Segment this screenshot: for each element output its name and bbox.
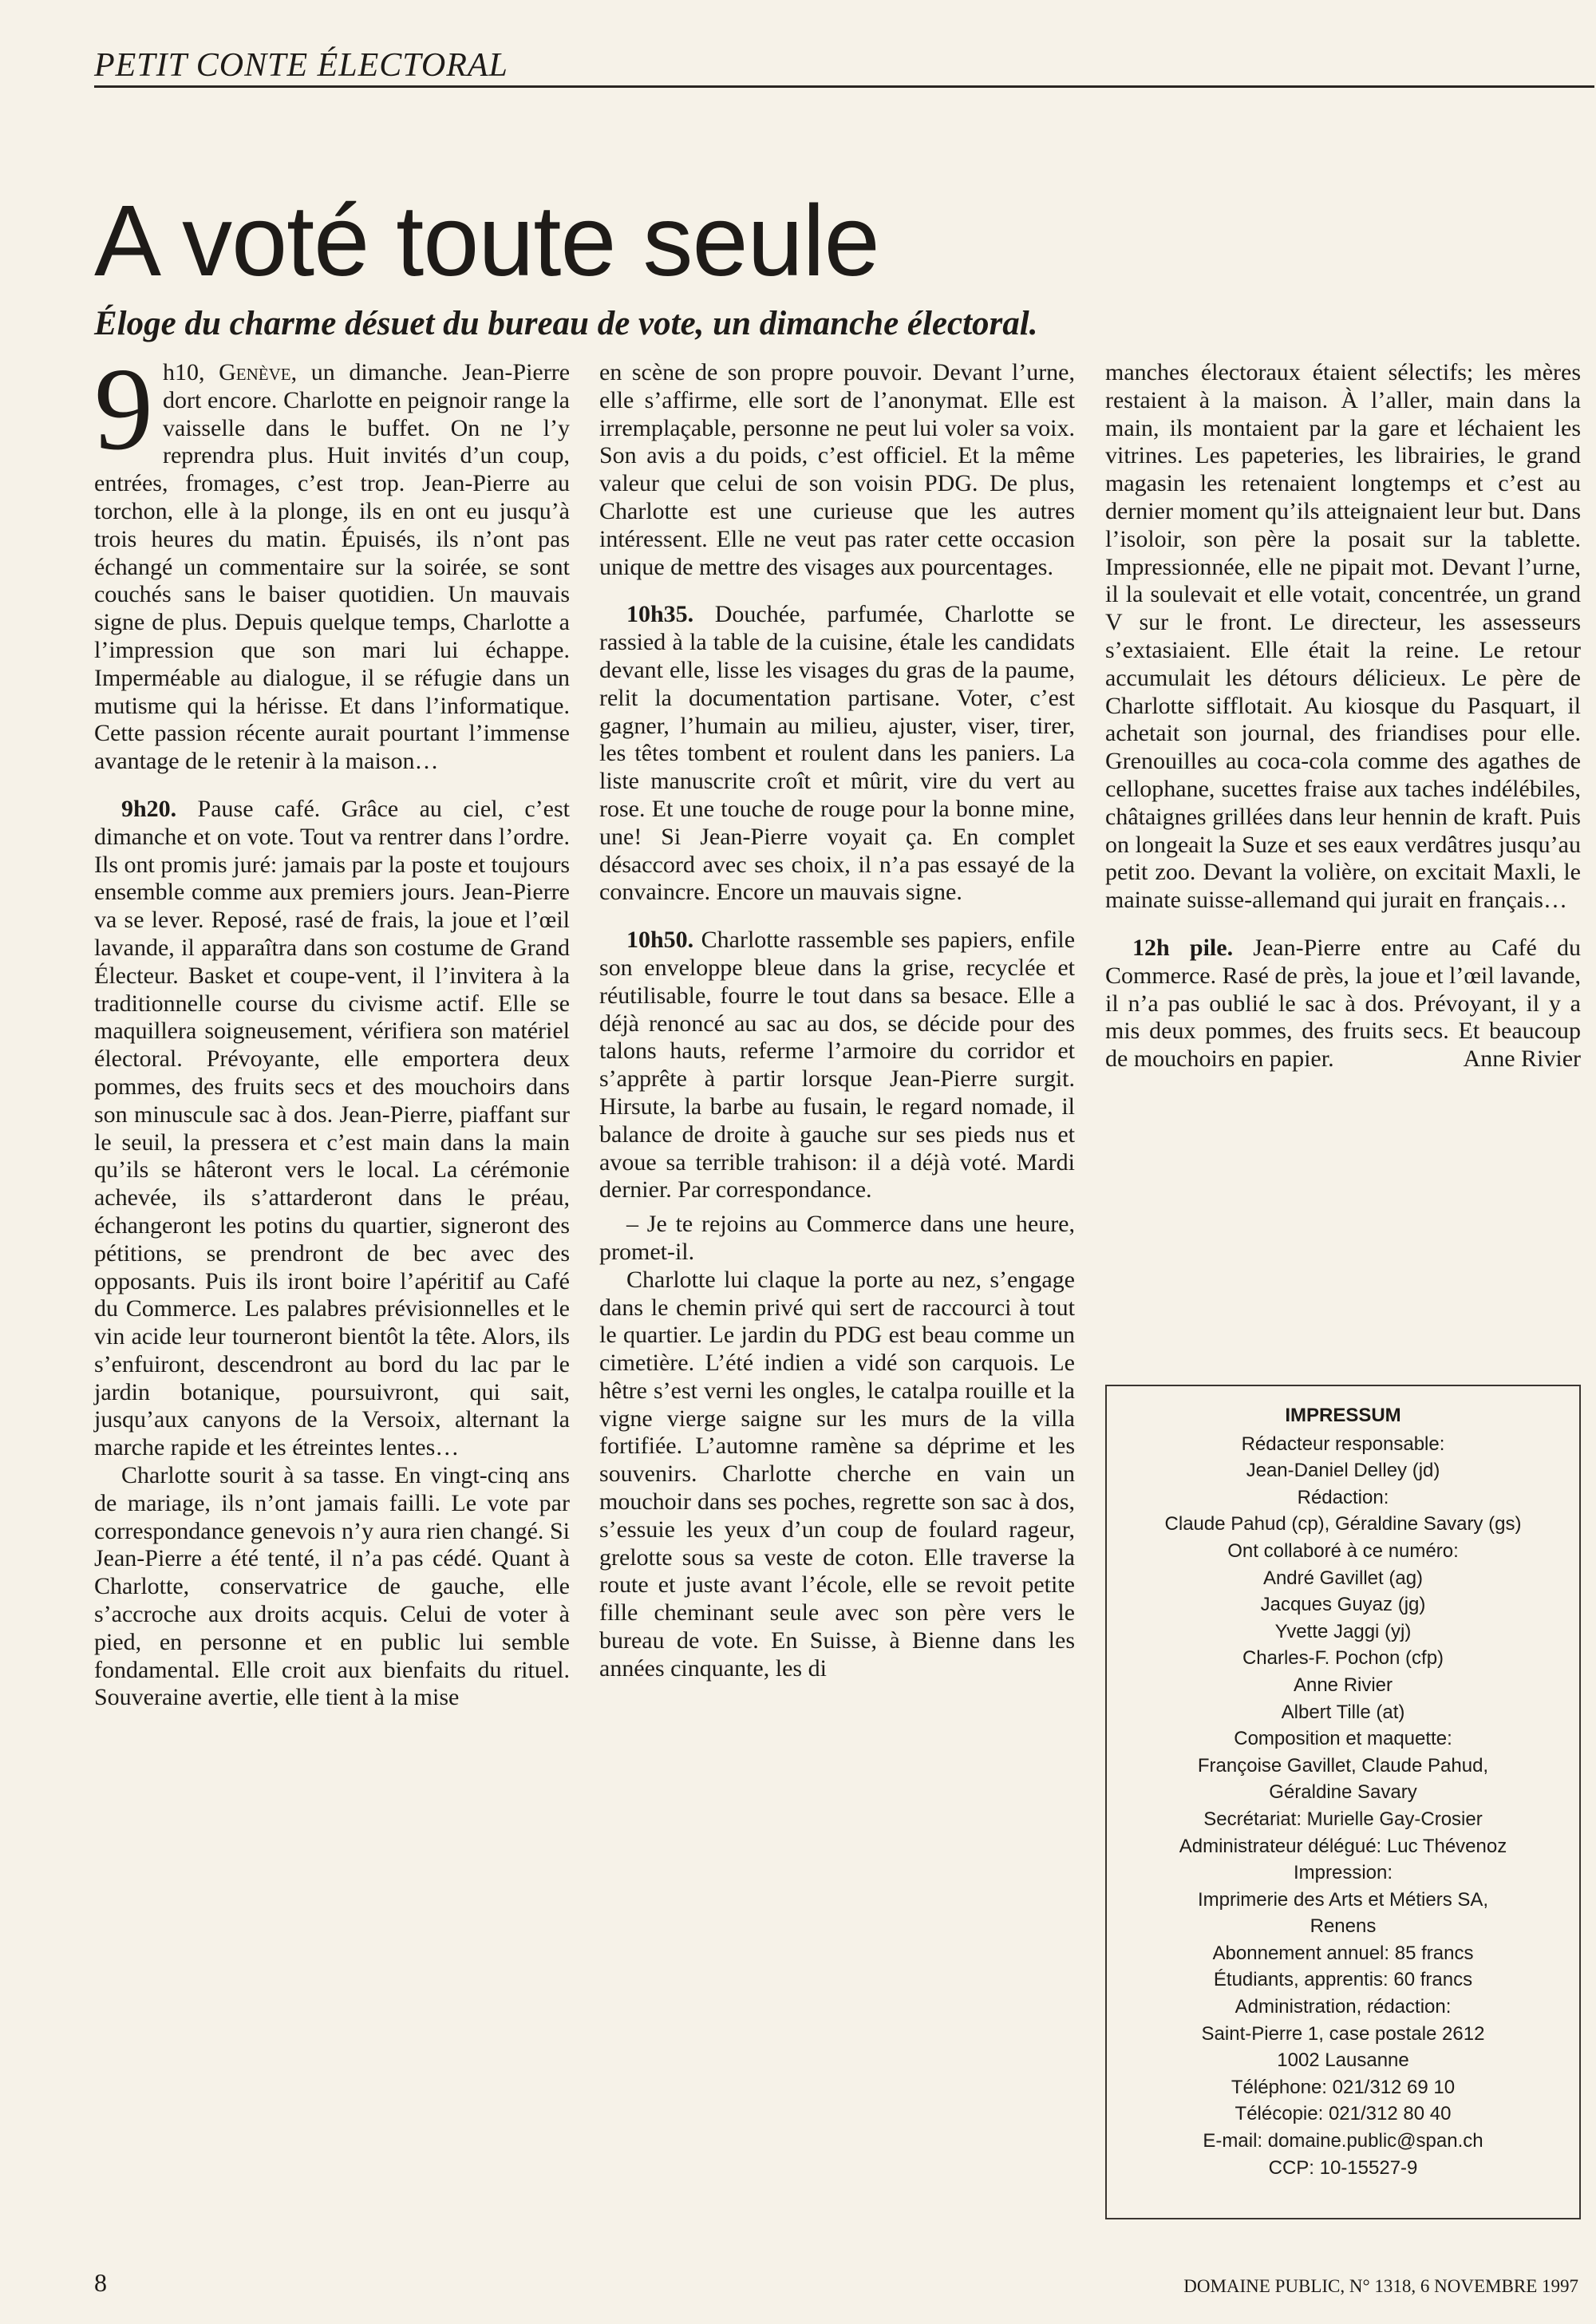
- impressum-line: Renens: [1310, 1915, 1377, 1938]
- impressum-line: André Gavillet (ag): [1262, 1567, 1424, 1589]
- article-column-3: [1105, 359, 1581, 1073]
- impressum-line: Ont collaboré à ce numéro:: [1227, 1539, 1459, 1562]
- impressum-line: Rédacteur responsable:: [1241, 1433, 1445, 1455]
- paragraph-text: Douchée, parfumée, Charlotte se rassied à la table de la cuisine, étale les candidats devant elle, lisse les visages du gras de la paume, relit la documentation partisane. Voter, c’est gagner, l’humain au milieu, ajuster, viser, tirer, les têtes tombent et roulent dans les paniers. La liste manuscrite croît et mûrit, vire du vert au rose. Et une touche de rouge pour la bonne mine, une! Si Jean-Pierre voyait ça. En complet désaccord avec ses choix, il n’a pas essayé de la convaincre. Encore un mauvais signe.: [599, 601, 1075, 906]
- paragraph-opening: [94, 344, 571, 776]
- impressum-line: Composition et maquette:: [1234, 1728, 1452, 1750]
- impressum-line: Administration, rédaction:: [1235, 1996, 1452, 2018]
- impressum-line: Yvette Jaggi (yj): [1274, 1620, 1412, 1642]
- paragraph-text: Jean-Pierre entre au Café du Commerce. Rasé de près, la joue et l’œil lavande, il n’a pas oublié le sac à dos. Prévoyant, il y a mis deux pommes, des fruits secs. Et beaucoup de mouchoirs en papier.: [1105, 934, 1581, 1073]
- impressum-line: Saint-Pierre 1, case postale 2612: [1201, 2022, 1485, 2045]
- time-label: 10h50.: [626, 927, 694, 954]
- article-title: A voté toute seule: [94, 184, 879, 298]
- impressum-line: Jacques Guyaz (jg): [1260, 1594, 1426, 1616]
- paragraph-9h20: [94, 796, 570, 1462]
- article-column-2: [599, 359, 1075, 1683]
- opening-time: h10,: [163, 359, 205, 385]
- impressum-line: Albert Tille (at): [1281, 1701, 1405, 1723]
- paragraph-reflection-continued: en scène de son propre pouvoir. Devant l’urne, elle s’affirme, elle sort de l’anonymat. Elle est irremplaçable, personne ne peut lui voler sa voix. Son avis a du poids, c’est officiel. Et la même valeur que celui de son voisin PDG. De plus, Charlotte est une curieuse que les autres intéressent. Elle ne veut pas rater cette occasion unique de mettre des visages aux pourcentages.: [599, 359, 1075, 580]
- impressum-line: Télécopie: 021/312 80 40: [1235, 2103, 1452, 2125]
- drop-cap: 9: [94, 344, 153, 475]
- time-label: 10h35.: [626, 601, 694, 628]
- paragraph-reflection: Charlotte sourit à sa tasse. En vingt-cinq ans de mariage, ils n’ont jamais failli. Le vote par correspondance genevois n’y aura rien changé. Si Jean-Pierre a été tenté, il n’a pas cédé. Quant à Charlotte, conservatrice de gauche, elle s’accroche aux droits acquis. Celui de voter à pied, en personne et en public lui semble fondamental. Elle croit aux bienfaits du rituel. Souveraine avertie, elle tient à la mise: [94, 1462, 570, 1711]
- opening-text: un dimanche. Jean-Pierre dort encore. Charlotte en peignoir range la vaisselle dans le buffet. On ne l’y reprendra plus. Huit invités d’un coup, entrées, fromages, c’est trop. Jean-Pierre au torchon, elle à la plonge, ils en ont eu jusqu’à trois heures du matin. Épuisés, ils n’ont pas échangé un commentaire sur la soirée, se sont couchés sans le baiser quotidien. Un mauvais signe de plus. Depuis quelque temps, Charlotte a l’impression que son mari lui échappe. Imperméable au dialogue, il se réfugie dans un mutisme qui la hérisse. Et dans l’informatique. Cette passion récente aurait pourtant l’immense avantage de le retenir à la maison…: [94, 359, 571, 775]
- impressum-line: Claude Pahud (cp), Géraldine Savary (gs): [1164, 1513, 1522, 1536]
- impressum-line: Charles-F. Pochon (cfp): [1242, 1647, 1444, 1670]
- impressum-line: Abonnement annuel: 85 francs: [1212, 1942, 1474, 1964]
- impressum-line: E-mail: domaine.public@span.ch: [1203, 2130, 1483, 2152]
- page-number: 8: [94, 2268, 107, 2297]
- section-kicker: PETIT CONTE ÉLECTORAL: [94, 47, 508, 84]
- paragraph-dialog: – Je te rejoins au Commerce dans une heure, promet-il.: [599, 1211, 1075, 1265]
- impressum-box: [1105, 1385, 1581, 2219]
- impressum-line: Rédaction:: [1297, 1486, 1389, 1508]
- paragraph-walk-continued: manches électoraux étaient sélectifs; les mères restaient à la maison. À l’aller, main dans la main, ils montaient par la gare et léchaient les vitrines. Les papeteries, les librairies, le grand magasin les retenaient longtemps et c’est au dernier moment qu’ils atteignaient leur but. Dans l’isoloir, son père la posait sur la tablette. Impressionnée, elle ne pipait mot. Devant l’urne, il la soulevait et elle votait, concentrée, un grand V sur le front. Le directeur, les assesseurs s’extasiaient. Elle était la reine. Le retour accumulait les détours délicieux. Le père de Charlotte sifflotait. Au kiosque du Pasquart, il achetait son journal, des friandises pour elle. Grenouilles au coca-cola comme des agathes de cellophane, sucettes fraise aux taches indélébiles, châtaignes grillées dans leur hennin de kraft. Puis on longeait la Suze et ses eaux verdâtres jusqu’au petit zoo. Devant la volière, on excitait Maxli, le mainate suisse-allemand qui jurait en français…: [1105, 359, 1581, 914]
- opening-place: Genève,: [219, 359, 298, 385]
- time-label: 12h pile.: [1132, 934, 1234, 961]
- impressum-line: Administrateur délégué: Luc Thévenoz: [1179, 1835, 1507, 1857]
- impressum-lines: [1107, 1431, 1579, 2182]
- impressum-title: IMPRESSUM: [1285, 1405, 1401, 1426]
- impressum-line: CCP: 10-15527-9: [1268, 2156, 1418, 2179]
- impressum-line: Secrétariat: Murielle Gay-Crosier: [1203, 1808, 1483, 1830]
- time-label: 9h20.: [121, 795, 177, 822]
- paragraph-12h: [1105, 935, 1581, 1073]
- impressum-line: 1002 Lausanne: [1277, 2049, 1409, 2072]
- author-signature: Anne Rivier: [1463, 1045, 1581, 1073]
- article-column-1: [94, 344, 571, 1712]
- paragraph-text: Pause café. Grâce au ciel, c’est dimanche et on vote. Tout va rentrer dans l’ordre. Ils ont promis juré: jamais par la poste et toujours ensemble comme aux premiers jours. Jean-Pierre va se lever. Reposé, rasé de frais, la joue et l’œil lavande, il apparaîtra dans son costume de Grand Électeur. Basket et coupe-vent, il l’invitera à la traditionnelle course du civisme actif. Elle se maquillera soigneusement, vérifiera son matériel électoral. Prévoyante, elle emportera deux pommes, des fruits secs et des mouchoirs dans son minuscule sac à dos. Jean-Pierre, piaffant sur le seuil, la pressera et c’est main dans la main qu’ils se hâteront vers le local. La cérémonie achevée, ils s’attarderont dans le préau, échangeront les potins du quartier, signeront des pétitions, se prendront de bec avec des opposants. Puis ils iront boire l’apéritif au Café du Commerce. Les palabres prévisionnelles et le vin acide leur tourneront bientôt la tête. Alors, ils s’enfuiront, descendront au bord du lac par le jardin botanique, poursuivront, qui sait, jusqu’aux canyons de la Versoix, alternant la marche rapide et les étreintes lentes…: [94, 795, 570, 1461]
- impressum-line: Géraldine Savary: [1269, 1781, 1417, 1804]
- impressum-line: Étudiants, apprentis: 60 francs: [1213, 1969, 1473, 1991]
- article-lead: Éloge du charme désuet du bureau de vote, un dimanche électoral.: [94, 305, 1038, 342]
- impressum-line: Téléphone: 021/312 69 10: [1231, 2076, 1456, 2098]
- publication-footer: DOMAINE PUBLIC, N° 1318, 6 NOVEMBRE 1997: [1183, 2276, 1578, 2296]
- header-rule: [94, 85, 1594, 88]
- paragraph-10h35: [599, 601, 1075, 907]
- impressum-line: Imprimerie des Arts et Métiers SA,: [1197, 1888, 1489, 1911]
- paragraph-walk: Charlotte lui claque la porte au nez, s’engage dans le chemin privé qui sert de raccourci à tout le quartier. Le jardin du PDG est beau comme un cimetière. L’été indien a vidé son carquois. Le hêtre s’est verni les ongles, le catalpa rouille et la vigne vierge saigne sur les murs de la villa fortifiée. L’automne ramène sa déprime et les souvenirs. Charlotte cherche en vain un mouchoir dans ses poches, regrette son sac à dos, s’essuie les yeux d’un coup de foulard rageur, grelotte sous sa veste de coton. Elle traverse la route et juste avant l’école, elle se revoit petite fille cheminant seule avec son père vers le bureau de vote. En Suisse, à Bienne dans les années cinquante, les di: [599, 1266, 1075, 1682]
- impressum-line: Impression:: [1293, 1862, 1393, 1884]
- paragraph-10h50: [599, 927, 1075, 1204]
- impressum-line: Jean-Daniel Delley (jd): [1246, 1460, 1440, 1482]
- paragraph-text: Charlotte rassemble ses papiers, enfile son enveloppe bleue dans la grise, recyclée et réutilisable, fourre le tout dans sa besace. Elle a déjà renoncé au sac au dos, se décide pour des talons hauts, referme l’armoire du corridor et s’apprête à partir lorsque Jean-Pierre surgit. Hirsute, la barbe au fusain, le regard nomade, il balance de droite à gauche sur ses pieds nus et avoue sa terrible trahison: il a déjà voté. Mardi dernier. Par correspondance.: [599, 927, 1076, 1204]
- impressum-line: Françoise Gavillet, Claude Pahud,: [1197, 1754, 1489, 1777]
- impressum-line: Anne Rivier: [1293, 1674, 1393, 1696]
